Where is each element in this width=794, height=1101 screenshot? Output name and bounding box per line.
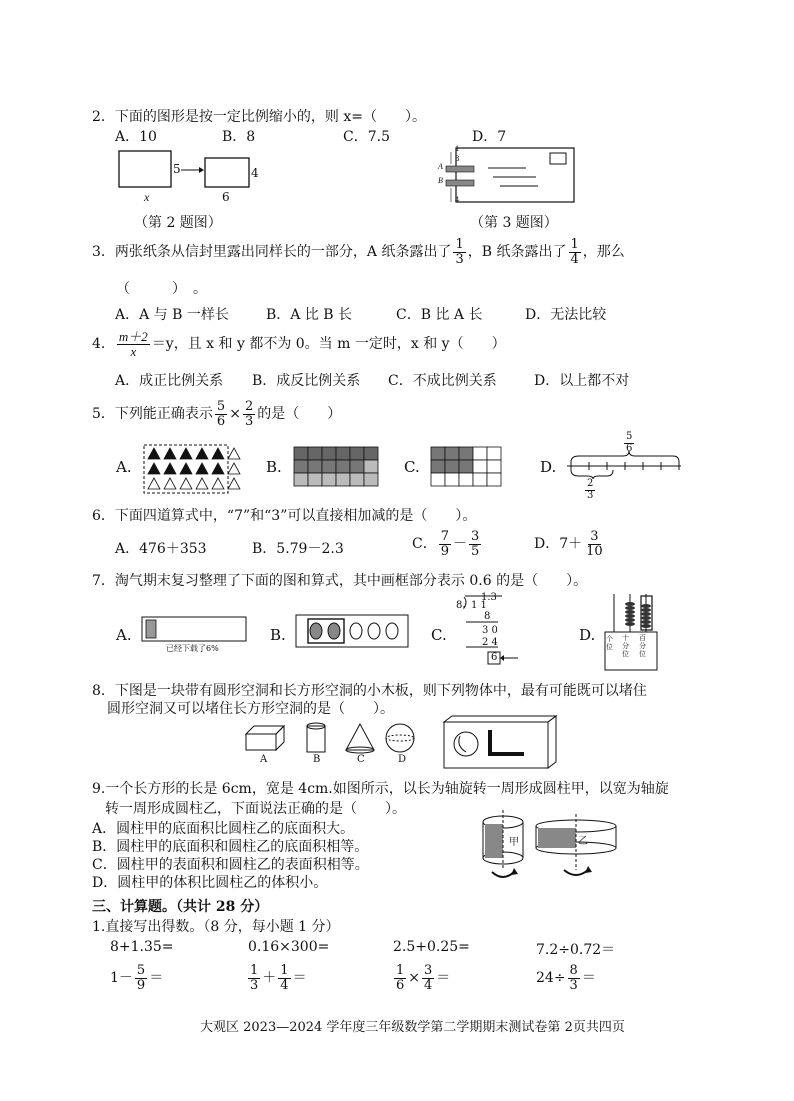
- q5-d-bottom-fraction: $\frac{2}{3}$: [587, 478, 594, 501]
- grid-cell: [350, 473, 364, 486]
- q3-envelope-3: 3: [455, 155, 460, 163]
- calc-row1-3: 2.5+0.25=: [393, 939, 470, 955]
- q9-option-a: A．圆柱甲的底面积比圆柱乙的底面积大。: [92, 821, 355, 837]
- abacus-bead: [641, 620, 651, 624]
- q4-stem: [92, 330, 506, 358]
- section3-sub1: 1.直接写出得数。（8 分，每小题 1 分）: [92, 919, 340, 935]
- q7-option-a: A.: [116, 626, 132, 644]
- q4-text: ＝y，且 x 和 y 都不为 0。当 m 一定时，x 和 y（ ）: [151, 336, 506, 353]
- triangle-mark: [164, 463, 176, 474]
- q3-fraction-2: $\frac{1}{4}$: [570, 237, 579, 267]
- q3-caption: （第 3 题图）: [470, 215, 558, 231]
- q4-fraction: $\frac{m+2}{x}$: [118, 329, 148, 359]
- circle-mark: [328, 623, 340, 639]
- q3-stem-part2: ，B 纸条露出了: [467, 244, 567, 261]
- grid-cell: [336, 473, 350, 486]
- q3-blank: （ ） 。: [116, 281, 207, 297]
- q5-stem-part2: 的是（ ）: [257, 406, 342, 423]
- grid-cell: [445, 447, 459, 460]
- triangle-mark: [180, 478, 192, 489]
- triangle-mark: [164, 478, 176, 489]
- grid-cell: [459, 460, 473, 473]
- q6-option-b: B．5.79－2.3: [252, 541, 344, 557]
- grid-cell: [487, 473, 501, 486]
- q2-figure-5: 5: [173, 162, 181, 176]
- triangle-mark: [180, 448, 192, 459]
- q7-option-b-circles-figure: [294, 612, 412, 650]
- grid-cell: [322, 447, 336, 460]
- q8-line2: 圆形空洞又可以堵住长方形空洞的是（ ）。: [107, 701, 394, 717]
- q6-option-c-label: C．: [412, 536, 437, 553]
- calc-row2-2: $\frac{1}{3}$ ＋ $\frac{1}{4}$ ＝: [250, 963, 307, 993]
- q4-option-c: C．不成比例关系: [388, 373, 497, 389]
- abacus-bead: [625, 618, 635, 622]
- q3-option-b: B．A 比 B 长: [266, 307, 353, 323]
- triangle-mark: [212, 448, 224, 459]
- q9-line2: 转一周形成圆柱乙，下面说法正确的是（ ）。: [105, 801, 406, 817]
- q4-option-a: A．成正比例关系: [115, 373, 224, 389]
- q6-option-d-label: D．7＋: [534, 536, 583, 553]
- q7-option-b: B.: [270, 626, 286, 644]
- circle-mark: [368, 623, 380, 639]
- q3-option-c: C．B 比 A 长: [396, 307, 483, 323]
- grid-cell: [322, 460, 336, 473]
- abacus-bead: [625, 622, 635, 626]
- q8-label-b: B: [313, 754, 321, 765]
- q2-option-a: A．10: [115, 129, 157, 145]
- q7-d-label-tenths: 十分位: [622, 634, 629, 658]
- grid-cell: [364, 447, 378, 460]
- abacus-bead: [625, 610, 635, 614]
- q3-option-a: A．A 与 B 一样长: [115, 307, 229, 323]
- calc-row2-3: $\frac{1}{6}$ × $\frac{3}{4}$ ＝: [396, 963, 451, 993]
- q7-option-d: D.: [579, 626, 596, 644]
- grid-cell: [364, 473, 378, 486]
- calc-row2-1: 1－ $\frac{5}{9}$ ＝: [110, 963, 164, 993]
- q8-label-d: D: [398, 754, 407, 765]
- q4-option-b: B．成反比例关系: [252, 373, 361, 389]
- triangle-mark: [196, 448, 208, 459]
- calc-row1-4: 7.2÷0.72＝: [536, 942, 616, 958]
- q9-option-c: C．圆柱甲的表面积和圆柱乙的表面积相等。: [92, 857, 369, 873]
- triangle-mark: [228, 463, 240, 474]
- grid-cell: [473, 460, 487, 473]
- q7-c-line1: 8: [484, 611, 491, 622]
- q7-d-label-ones: 个位: [606, 635, 613, 651]
- triangle-mark: [212, 463, 224, 474]
- q5-option-a: A.: [116, 458, 132, 476]
- grid-cell: [459, 447, 473, 460]
- grid-cell: [364, 460, 378, 473]
- calc-row1-1: 8+1.35=: [110, 939, 174, 955]
- q9-line1: 9.一个长方形的长是 6cm，宽是 4cm.如图所示，以长为轴旋转一周形成圆柱甲，以宽为轴旋: [92, 781, 669, 797]
- grid-cell: [322, 473, 336, 486]
- abacus-bead: [641, 616, 651, 620]
- grid-cell: [431, 460, 445, 473]
- q5-option-c-grid-figure: [430, 446, 502, 488]
- q5-option-b: B.: [266, 458, 282, 476]
- q3-envelope-b: B: [438, 176, 443, 185]
- q7-c-dividend: 1 1: [471, 600, 487, 611]
- q2-rectangles-figure: [115, 148, 265, 208]
- abacus-bead: [641, 624, 651, 628]
- q4-option-d: D．以上都不对: [534, 373, 630, 389]
- grid-cell: [473, 473, 487, 486]
- abacus-bead: [641, 608, 651, 612]
- q4-number: 4．: [92, 336, 115, 353]
- q6-stem: 6．下面四道算式中，“7”和“3”可以直接相加减的是（ ）。: [92, 508, 477, 524]
- q3-fraction-1: $\frac{1}{3}$: [455, 237, 464, 267]
- section3-title: 三、计算题。（共计 28 分）: [92, 899, 269, 915]
- q7-option-a-caption: 已经下载了6%: [166, 644, 219, 653]
- q8-label-c: C: [357, 754, 365, 765]
- circle-mark: [310, 623, 322, 639]
- grid-cell: [459, 473, 473, 486]
- q7-option-c: C.: [431, 626, 447, 644]
- q9-option-d: D．圆柱甲的体积比圆柱乙的体积小。: [92, 875, 328, 891]
- q5-fraction-1: $\frac{5}{6}$: [216, 399, 226, 429]
- q5-option-c: C.: [404, 458, 420, 476]
- q9-option-b: B．圆柱甲的底面积和圆柱乙的底面积相等。: [92, 839, 369, 855]
- calc-row1-2: 0.16×300=: [248, 939, 330, 955]
- triangle-mark: [164, 448, 176, 459]
- circle-mark: [350, 623, 362, 639]
- q2-figure-x: x: [144, 190, 150, 204]
- q8-line1: 8．下图是一块带有圆形空洞和长方形空洞的小木板，则下列物体中，最有可能既可以堵住: [92, 683, 647, 699]
- triangle-mark: [212, 478, 224, 489]
- grid-cell: [308, 473, 322, 486]
- triangle-mark: [196, 463, 208, 474]
- q2-option-b: B．8: [222, 129, 256, 145]
- q5-times: ×: [229, 406, 241, 423]
- q7-c-quotient: 1.3: [481, 592, 497, 603]
- q5-option-b-grid-figure: [293, 446, 379, 488]
- q8-label-a: A: [260, 754, 268, 765]
- q5-stem: [92, 400, 341, 428]
- abacus-bead: [641, 612, 651, 616]
- q6-option-c: C． $\frac{7}{9}$ － $\frac{3}{5}$: [412, 529, 480, 559]
- q3-envelope-1: 1: [455, 145, 460, 153]
- grid-cell: [431, 473, 445, 486]
- grid-cell: [294, 460, 308, 473]
- grid-cell: [473, 447, 487, 460]
- q5-option-d-number-line-figure: [565, 450, 685, 480]
- q9-label-jia: 甲: [509, 837, 519, 848]
- q7-stem: 7．淘气期末复习整理了下面的图和算式，其中画框部分表示 0.6 的是（ ）。: [92, 573, 588, 589]
- q2-figure-6: 6: [222, 190, 230, 204]
- q7-c-line3: 2 4: [482, 637, 498, 648]
- q3-envelope-a: A: [438, 162, 443, 171]
- grid-cell: [308, 447, 322, 460]
- q7-c-divisor: 8: [456, 600, 463, 611]
- grid-cell: [431, 447, 445, 460]
- q2-option-d: D．7: [472, 129, 507, 145]
- q9-label-yi: 乙: [578, 836, 588, 847]
- page-footer: 大观区 2023—2024 学年度三年级数学第二学期期末测试卷第 2页共四页: [200, 1020, 625, 1035]
- q5-d-top-fraction: $\frac{5}{6}$: [626, 431, 633, 454]
- q5-stem-part1: 5．下列能正确表示: [92, 406, 213, 423]
- q3-stem-part1: 3．两张纸条从信封里露出同样长的一部分，A 纸条露出了: [92, 244, 452, 261]
- q5-option-a-triangles-figure: [142, 444, 252, 494]
- grid-cell: [308, 460, 322, 473]
- q7-c-line2: 3 0: [482, 625, 498, 636]
- grid-cell: [294, 473, 308, 486]
- q2-stem: 2．下面的图形是按一定比例缩小的，则 x=（ ）。: [92, 109, 426, 125]
- q7-c-remainder: 6: [491, 652, 498, 663]
- triangle-mark: [148, 478, 160, 489]
- q6-option-d: D．7＋ $\frac{3}{10}$: [534, 529, 603, 559]
- q2-option-c: C．7.5: [343, 129, 390, 145]
- grid-cell: [350, 460, 364, 473]
- q7-option-a-progress-bar: [141, 615, 249, 645]
- grid-cell: [350, 447, 364, 460]
- q2-caption: （第 2 题图）: [134, 215, 222, 231]
- q3-envelope-4: 4: [455, 196, 460, 204]
- circle-mark: [386, 623, 398, 639]
- q9-cylinders-figure: [478, 808, 618, 884]
- grid-cell: [445, 473, 459, 486]
- grid-cell: [445, 460, 459, 473]
- q6-option-a: A．476＋353: [115, 541, 207, 557]
- q3-stem: [92, 238, 625, 266]
- grid-cell: [487, 447, 501, 460]
- triangle-mark: [228, 478, 240, 489]
- abacus-bead: [625, 602, 635, 606]
- q2-figure-4: 4: [251, 166, 259, 180]
- q7-option-d-abacus-figure: [603, 592, 663, 674]
- q3-option-d: D．无法比较: [525, 307, 607, 323]
- triangle-mark: [180, 463, 192, 474]
- calc-row2-4: 24÷ $\frac{8}{3}$ ＝: [536, 963, 596, 993]
- grid-cell: [336, 460, 350, 473]
- triangle-mark: [196, 478, 208, 489]
- triangle-mark: [228, 448, 240, 459]
- abacus-bead: [625, 606, 635, 610]
- abacus-bead: [625, 614, 635, 618]
- grid-cell: [336, 447, 350, 460]
- grid-cell: [294, 447, 308, 460]
- q3-stem-part3: ，那么: [582, 244, 625, 261]
- q5-option-d: D.: [540, 458, 557, 476]
- triangle-mark: [148, 448, 160, 459]
- q7-d-label-hundredths: 百分位: [639, 634, 646, 658]
- triangle-mark: [148, 463, 160, 474]
- grid-cell: [487, 460, 501, 473]
- q5-fraction-2: $\frac{2}{3}$: [244, 399, 254, 429]
- abacus-bead: [641, 604, 651, 608]
